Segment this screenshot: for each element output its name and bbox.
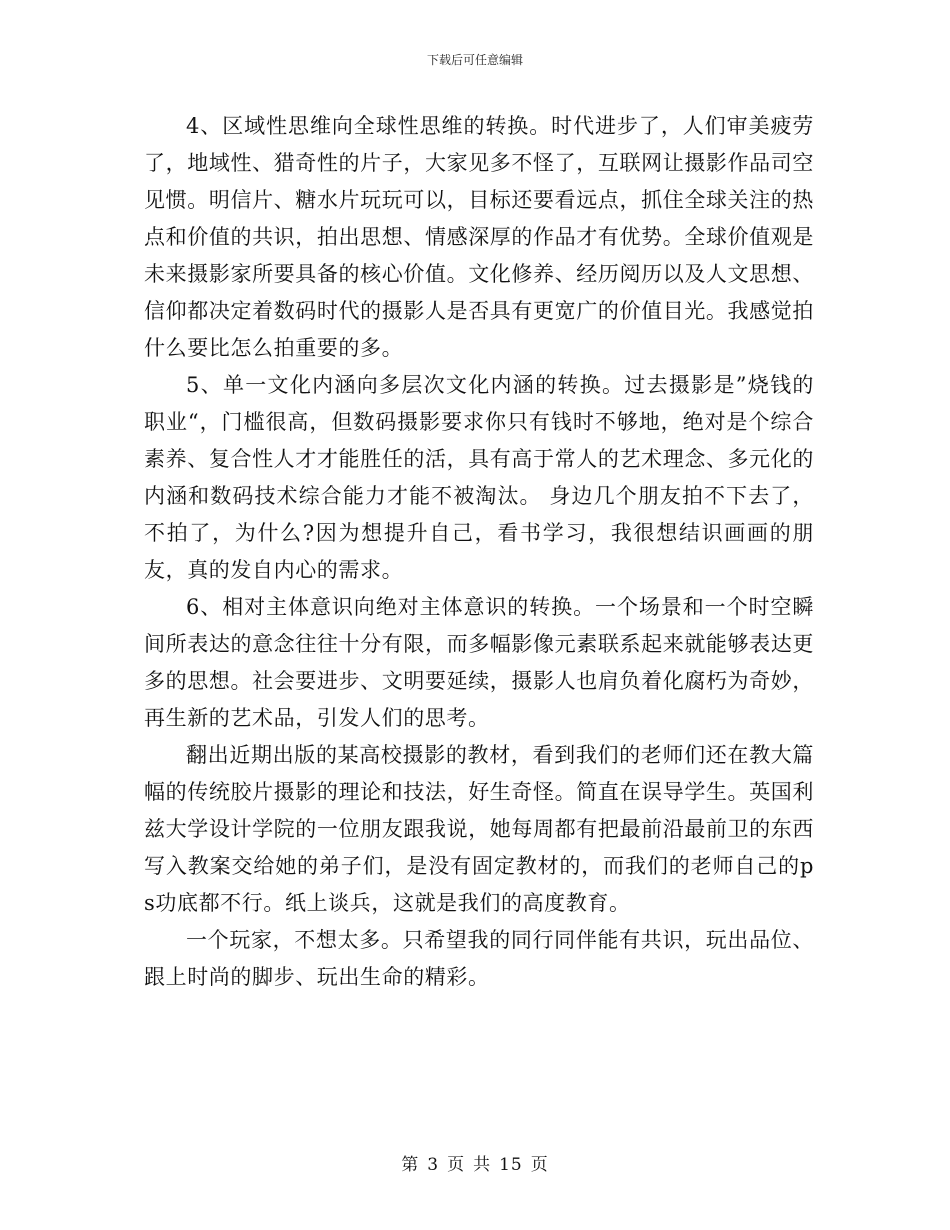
footer-prefix: 第 [401,1155,420,1175]
page-number-footer [0,1154,950,1176]
footer-total-word: 共 [473,1155,492,1175]
footer-current-page: 3 [427,1155,440,1175]
paragraph-6: 6、相对主体意识向绝对主体意识的转换。一个场景和一个时空瞬间所表达的意念往往十分有限，而多幅影像元素联系起来就能够表达更多的思想。社会要进步、文明要延续，摄影人也肩负着化腐朽为奇妙，再生新的艺术品，引发人们的思考。 [144,595,814,730]
footer-total-pages: 15 [499,1155,523,1175]
paragraph-5: 5、单一文化内涵向多层次文化内涵的转换。过去摄影是”烧钱的职业“，门槛很高，但数码摄影要求你只有钱时不够地，绝对是个综合素养、复合性人才才能胜任的活，具有高于常人的艺术理念、多元化的内涵和数码技术综合能力才能不被淘汰。 身边几个朋友拍不下去了，不拍了，为什么?因为想提升自己，看书学习，我很想结识画画的朋友，真的发自内心的需求。 [144,373,814,582]
paragraph-textbook: 翻出近期出版的某高校摄影的教材，看到我们的老师们还在教大篇幅的传统胶片摄影的理论和技法，好生奇怪。简直在误导学生。英国利兹大学设计学院的一位朋友跟我说，她每周都有把最前沿最前卫的东西写入教案交给她的弟子们，是没有固定教材的，而我们的老师自己的ps功底都不行。纸上谈兵，这就是我们的高度教育。 [144,743,814,915]
page-header-note: 下载后可任意编辑 [426,53,523,67]
paragraph-4: 4、区域性思维向全球性思维的转换。时代进步了，人们审美疲劳了，地域性、猎奇性的片子，大家见多不怪了，互联网让摄影作品司空见惯。明信片、糖水片玩玩可以，目标还要看远点，抓住全球关注的热点和价值的共识，拍出思想、情感深厚的作品才有优势。全球价值观是未来摄影家所要具备的核心价值。文化修养、经历阅历以及人文思想、信仰都决定着数码时代的摄影人是否具有更宽广的价值目光。我感觉拍什么要比怎么拍重要的多。 [144,114,814,360]
paragraph-closing: 一个玩家，不想太多。只希望我的同行同伴能有共识，玩出品位、跟上时尚的脚步、玩出生命的精彩。 [144,928,814,989]
footer-suffix: 页 [530,1155,549,1175]
document-body [144,108,814,996]
footer-page-word: 页 [447,1155,466,1175]
